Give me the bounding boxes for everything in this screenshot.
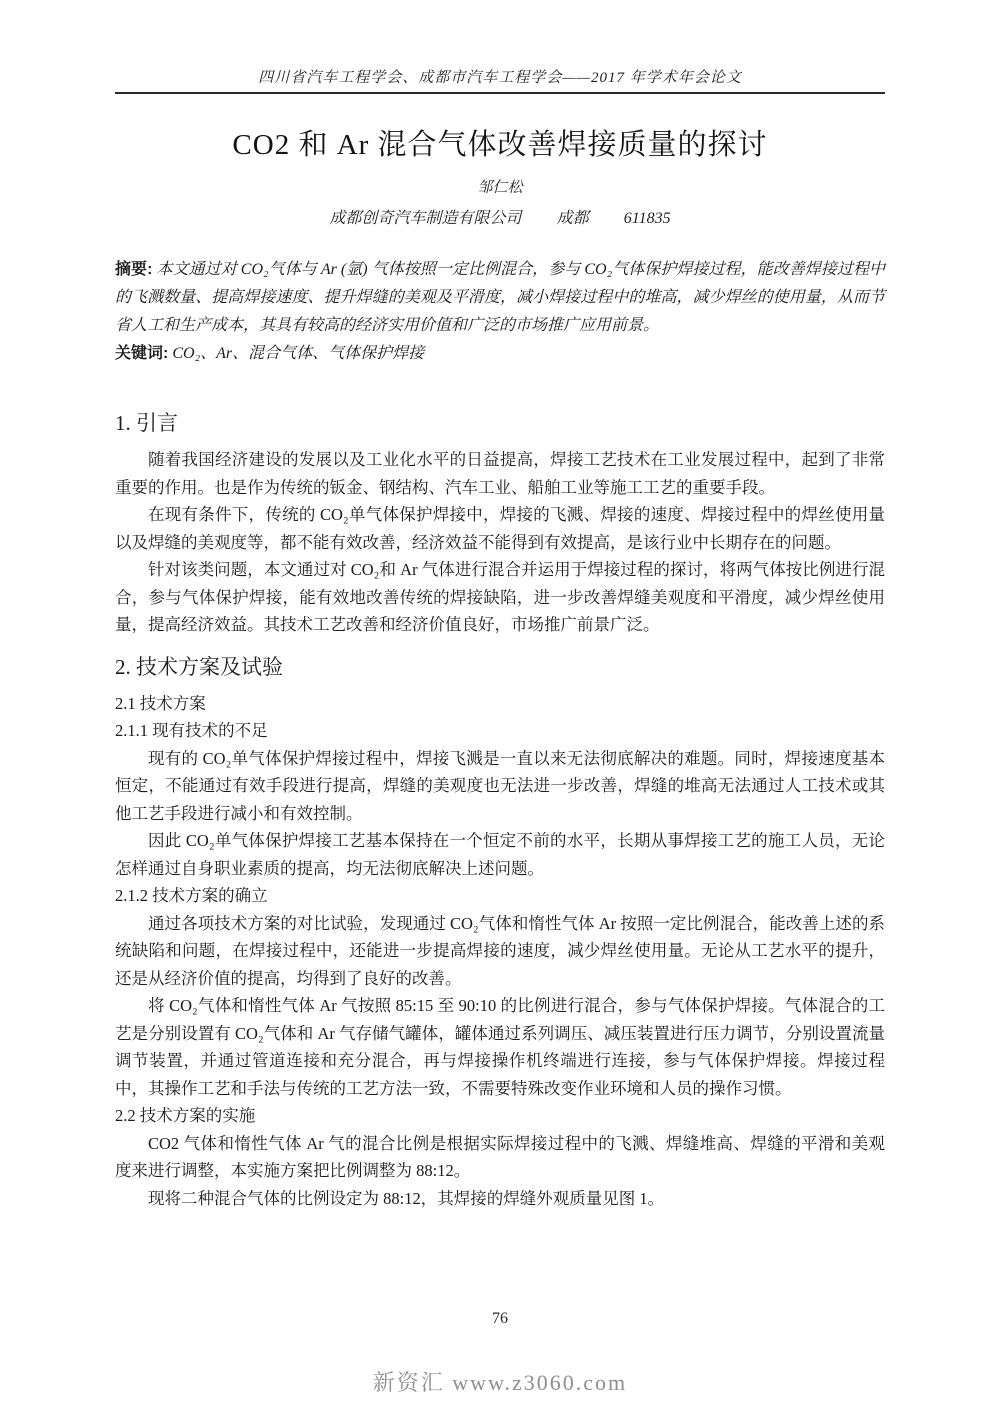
paragraph: 将 CO₂气体和惰性气体 Ar 气按照 85:15 至 90:10 的比例进行混合，参与气体保护焊接。气体混合的工艺是分别设置有 CO₂气体和 Ar 气存储气罐体，罐体通过系列调压、减压装置进行压力调节，分别设置流量调节装置，并通过管道连接和充分混合，再与焊接操作机终端进行连接，参与气体保护焊接。焊接过程中，其操作工艺和手法与传统的工艺方法一致，不需要特殊改变作业环境和人员的操作习惯。 (115, 996, 885, 1098)
affiliation-line (115, 205, 885, 228)
abstract-text: 本文通过对 CO₂气体与 Ar (氩) 气体按照一定比例混合，参与 CO₂气体保护焊接过程，能改善焊接过程中的飞溅数量、提高焊接速度、提升焊缝的美观及平滑度，减小焊接过程中的堆高，减少焊丝的使用量，从而节省人工和生产成本，其具有较高的经济实用价值和广泛的市场推广应用前景。 (115, 261, 885, 334)
running-head: 四川省汽车工程学会、成都市汽车工程学会——2017 年学术年会论文 (258, 70, 742, 86)
header-rule (115, 92, 885, 94)
paragraph: 现有的 CO₂单气体保护焊接过程中，焊接飞溅是一直以来无法彻底解决的难题。同时，焊接速度基本恒定，不能通过有效手段进行提高，焊缝的美观度也无法进一步改善，焊缝的堆高无法通过人工技术或其他工艺手段进行减小和有效控制。 (115, 748, 885, 823)
author-name: 邹仁松 (477, 180, 523, 196)
watermark-text: 新资汇 www.z3060.com (372, 1370, 628, 1395)
section-heading-technical-scheme: 2. 技术方案及试验 (115, 654, 283, 679)
paragraph: 通过各项技术方案的对比试验，发现通过 CO₂气体和惰性气体 Ar 按照一定比例混合，能改善上述的系统缺陷和问题，在焊接过程中，还能进一步提高焊接的速度，减少焊丝使用量。无论从工艺水平的提升，还是从经济价值的提高，均得到了良好的改善。 (115, 913, 885, 988)
affiliation-postcode: 611835 (623, 210, 671, 227)
page-number: 76 (492, 1310, 508, 1327)
affiliation-city: 成都 (556, 210, 589, 227)
abstract-paragraph (115, 256, 885, 340)
subsection-heading-2-2: 2.2 技术方案的实施 (115, 1106, 256, 1125)
keywords-text: CO₂、Ar、混合气体、气体保护焊接 (172, 345, 425, 362)
abstract-block (115, 256, 885, 368)
affiliation-org: 成都创奇汽车制造有限公司 (329, 210, 522, 227)
paper-title: CO2 和 Ar 混合气体改善焊接质量的探讨 (232, 129, 768, 161)
paragraph: 随着我国经济建设的发展以及工业化水平的日益提高，焊接工艺技术在工业发展过程中，起到了非常重要的作用。也是作为传统的钣金、钢结构、汽车工业、船舶工业等施工工艺的重要手段。 (115, 450, 885, 497)
keywords-paragraph (115, 340, 885, 368)
section-heading-introduction: 1. 引言 (115, 411, 178, 435)
subsection-heading-2-1-2: 2.1.2 技术方案的确立 (115, 886, 268, 905)
abstract-label: 摘要: (115, 261, 153, 278)
paragraph: 因此 CO₂单气体保护焊接工艺基本保持在一个恒定不前的水平，长期从事焊接工艺的施工人员，无论怎样通过自身职业素质的提高，均无法彻底解决上述问题。 (115, 831, 885, 878)
paragraph: 在现有条件下，传统的 CO₂单气体保护焊接中，焊接的飞溅、焊接的速度、焊接过程中的焊丝使用量以及焊缝的美观度等，都不能有效改善，经济效益不能得到有效提高，是该行业中长期存在的问题。 (115, 505, 885, 552)
paragraph: 现将二种混合气体的比例设定为 88:12，其焊接的焊缝外观质量见图 1。 (148, 1188, 665, 1208)
keywords-label: 关键词: (115, 345, 169, 362)
subsection-heading-2-1-1: 2.1.1 现有技术的不足 (115, 721, 268, 740)
paper-body (115, 408, 885, 1212)
paragraph: 针对该类问题，本文通过对 CO₂和 Ar 气体进行混合并运用于焊接过程的探讨，将两气体按比例进行混合，参与气体保护焊接，能有效地改善传统的焊接缺陷，进一步改善焊缝美观度和平滑度，减少焊丝使用量，提高经济效益。其技术工艺改善和经济价值良好，市场推广前景广泛。 (115, 560, 885, 634)
paragraph: CO2 气体和惰性气体 Ar 气的混合比例是根据实际焊接过程中的飞溅、焊缝堆高、焊缝的平滑和美观度来进行调整，本实施方案把比例调整为 88:12。 (115, 1133, 885, 1180)
subsection-heading-2-1: 2.1 技术方案 (115, 693, 206, 713)
